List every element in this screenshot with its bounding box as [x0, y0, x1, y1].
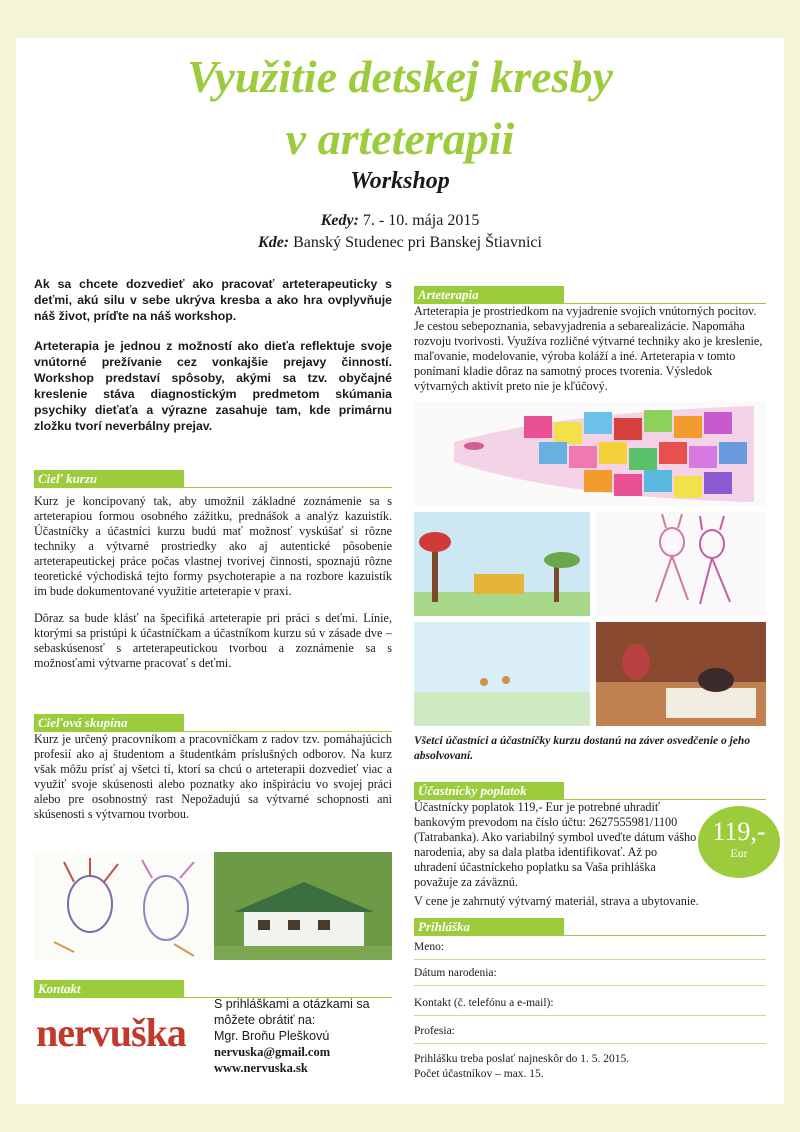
application-rule [414, 935, 766, 936]
target-body [34, 732, 392, 822]
arteterapia-section [414, 286, 766, 394]
drawing-animal-image [414, 512, 590, 616]
certificate-text: Všetci účastníci a účastníčky kurzu dostanú na záver osvedčenie o jeho absolvovaní. [414, 735, 751, 762]
field-name[interactable]: Meno: [414, 938, 766, 960]
field-profession[interactable]: Profesia: [414, 1022, 766, 1044]
drawing-landscape-image [414, 622, 590, 726]
goal-paragraph-2: Dôraz sa bude klásť na špecifiká arteterapie pri práci s deťmi. Línie, ktorými sa pristúpi k účastníčkam a účastníkom kurzu sú v zásade dve – sebaskúsenosť s arteterapeutickou tvorbou a zoznámenie sa s možnosťami výtvarne pracovať s deťmi. [34, 611, 392, 670]
contact-heading: Kontakt [34, 980, 184, 997]
logo-text: nervuška [36, 1010, 186, 1055]
contact-name: Mgr. Broňu Pleškovú [214, 1029, 330, 1043]
field-birthdate[interactable]: Dátum narodenia: [414, 964, 766, 986]
title-line1: Využitie detskej kresby [187, 51, 613, 102]
application-notes [414, 1052, 629, 1082]
goal-paragraph-1: Kurz je koncipovaný tak, aby umožnil základné zoznámenie sa s arteterapiou formou osobného zážitku, prednášok a analýz kazuistík. Účastníčky a účastníci kurzu budú mať možnosť vyskúšať si rôzne techniky a výtvarné prostriedky ako aj autentické pôsobenie arteterapeutickej práce počas vlastnej tvorivej činnosti, spoznajú rôzne teoretické východiská tejto formy psychoterapie a na rozbore kazuistík im bude dokumentované využitie arteterapie v praxi. [34, 494, 392, 598]
where-line [0, 234, 800, 252]
intro-paragraph-1: Ak sa chcete dozvedieť ako pracovať arteterapeuticky s deťmi, akú silu v sebe ukrýva kresba a ako hra ovplyvňuje náš život, príďte na náš workshop. [34, 277, 392, 323]
when-line [0, 212, 800, 230]
drawing-figures-image [34, 852, 212, 960]
when-value: 7. - 10. mája 2015 [358, 212, 480, 229]
workshop-photo [596, 622, 766, 726]
intro-paragraph-2: Arteterapia je jednou z možností ako dieťa reflektuje svoje vnútorné prežívanie cez vonkajšie prejavy činností. Workshop predstaví spôsoby, akými sa tzv. obyčajné kreslenie stáva diagnostickým predmetom skúmania psychiky dieťaťa a výrazne zasahuje tam, kde primárnu zložku tvorí neverbálny prejav. [34, 339, 392, 433]
price-badge [698, 806, 780, 878]
arteterapia-body [414, 304, 766, 394]
application-note-2: Počet účastníkov – max. 15. [414, 1068, 544, 1080]
application-heading: Prihláška [414, 918, 564, 935]
intro-section [34, 276, 392, 434]
certificate-note [414, 734, 766, 764]
drawing-rabbits-image [596, 512, 766, 616]
goal-heading: Cieľ kurzu [34, 470, 184, 487]
price-amount: 119,- [712, 817, 766, 846]
fee-paragraph-2: V cene je zahrnutý výtvarný materiál, strava a ubytovanie. [414, 894, 699, 908]
nervuska-logo [36, 1004, 186, 1062]
goal-rule [34, 487, 392, 488]
application-section [414, 918, 766, 936]
where-value: Banský Studenec pri Banskej Štiavnici [289, 234, 542, 251]
contact-web[interactable]: www.nervuska.sk [214, 1061, 308, 1075]
field-contact[interactable]: Kontakt (č. telefónu a e-mail): [414, 994, 766, 1016]
goal-body [34, 494, 392, 671]
drawing-fish-image [414, 402, 766, 506]
house-photo [214, 852, 392, 960]
fee-heading: Účastnícky poplatok [414, 782, 564, 799]
goal-section [34, 470, 392, 671]
contact-line-1: S prihláškami a otázkami sa [214, 997, 370, 1011]
target-section [34, 714, 392, 822]
contact-block [214, 996, 370, 1076]
contact-line-2: môžete obrátiť na: [214, 1013, 316, 1027]
when-label: Kedy: [320, 212, 359, 229]
fee-paragraph-1: Účastnícky poplatok 119,- Eur je potrebné uhradiť bankovým prevodom na číslo účtu: 2627555981/1100 (Tatrabanka). Ako variabilný symbol uveďte dátum vášho narodenia, aby sa dala platba identifikovať. Až po uhradení účastníckeho poplatku sa Vaša prihláška považuje za záväznú. [414, 800, 697, 889]
application-note-1: Prihlášku treba poslať najneskôr do 1. 5. 2015. [414, 1053, 630, 1065]
arteterapia-paragraph-1: Arteterapia je prostriedkom na vyjadrenie svojich vnútorných pocitov. Je cestou sebepoznania, sebavyjadrenia a sebarealizácie. Napomáha rozvoju tvorivosti. Využíva rozličné výtvarné techniky ako je kreslenie, maľovanie, modelovanie, výroba koláží a iné. Arteterapia v tomto ponímaní kladie dôraz na samotný proces tvorenia. Výsledok výtvarných aktivít preto nie je kľúčový. [414, 304, 763, 393]
target-heading: Cieľová skupina [34, 714, 184, 731]
where-label: Kde: [258, 234, 290, 251]
subtitle: Workshop [350, 168, 450, 194]
target-paragraph-1: Kurz je určený pracovníkom a pracovníčkam z radov tzv. pomáhajúcich profesií ako aj študentom a študentkám príslušných odborov. Na kurz však môžu prísť aj všetci tí, ktorí sa chcú o arteterapii dozvedieť viac a využiť svoje skúsenosti alebo poznatky ako inšpiráciu vo svojej práci alebo pre osobnostný rast Nepožadujú sa výtvarné schopnosti ani skúsenosti s výtvarnou tvorbou. [34, 732, 392, 821]
price-currency: Eur [730, 846, 748, 860]
title-line2: v arteterapii [285, 113, 515, 164]
contact-email[interactable]: nervuska@gmail.com [214, 1045, 331, 1059]
arteterapia-heading: Arteterapia [414, 286, 564, 303]
fee-body [414, 800, 702, 890]
